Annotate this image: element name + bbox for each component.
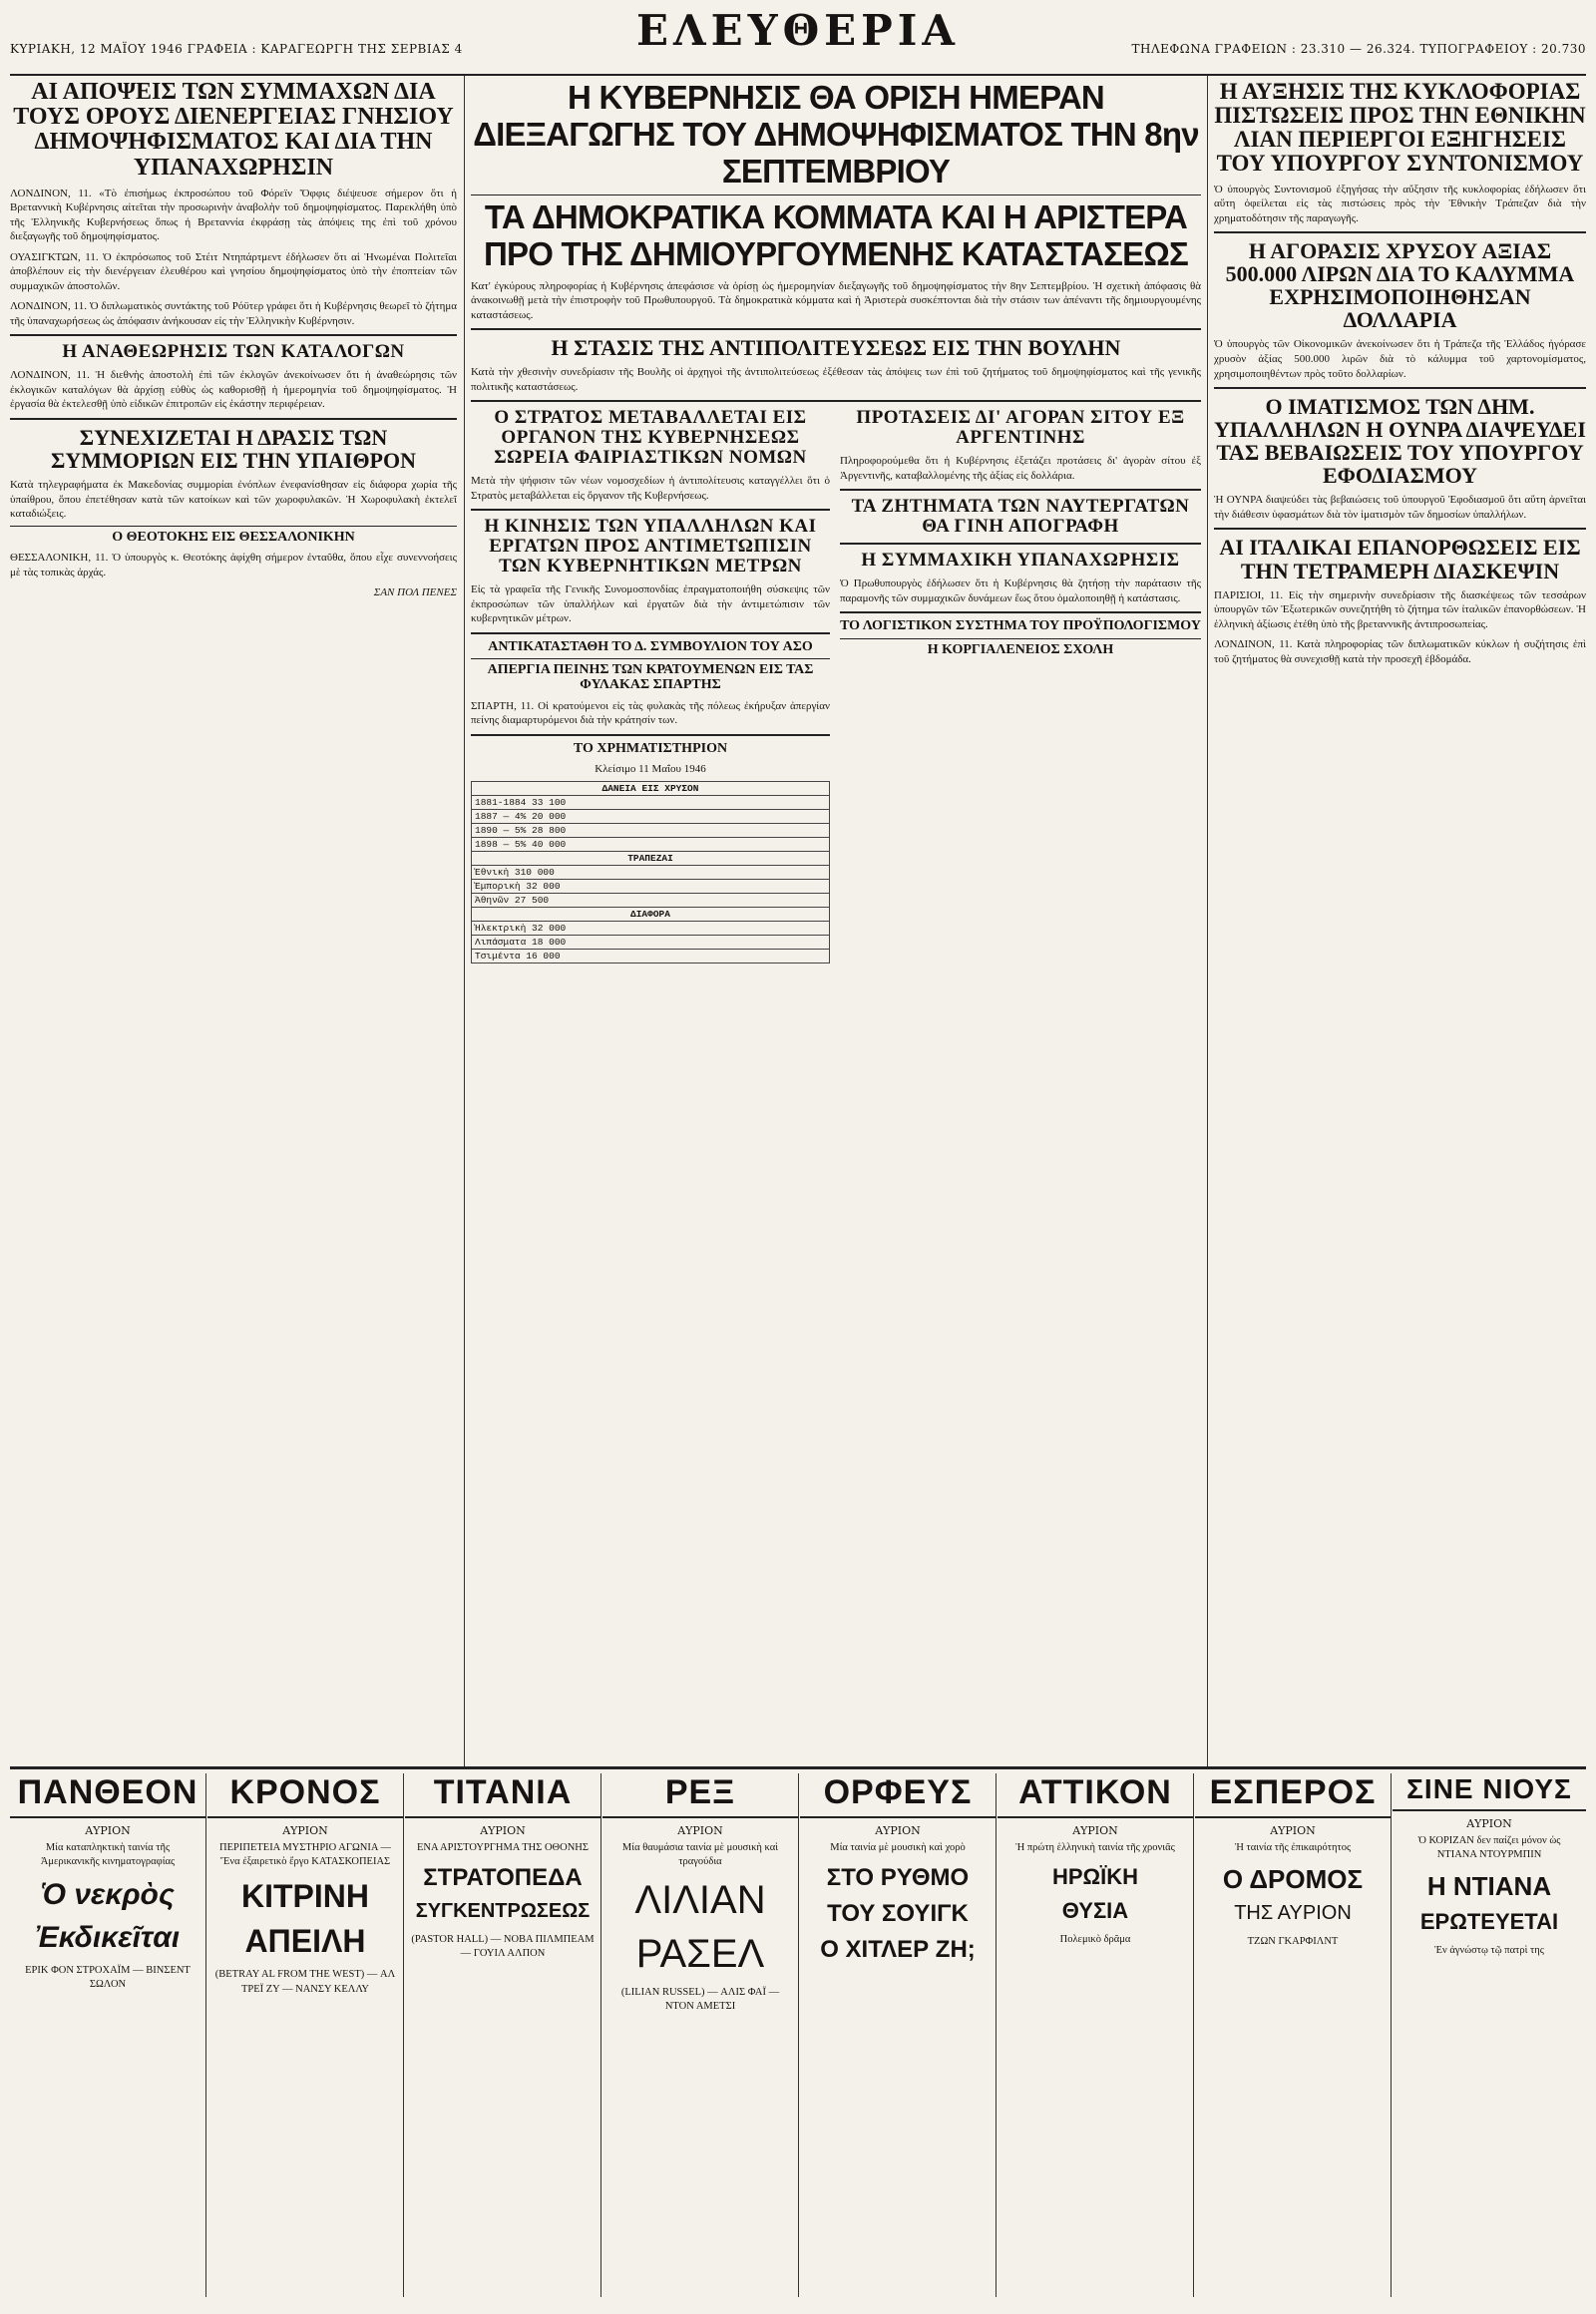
cinema-ad-kronos (207, 1773, 404, 2297)
headline-aso-board: ΑΝΤΙΚΑΤΑΣΤΑΘΗ ΤΟ Δ. ΣΥΜΒΟΥΛΙΟΝ ΤΟΥ ΑΣΟ (488, 638, 813, 654)
masthead-date-address: ΚΥΡΙΑΚΗ, 12 ΜΑΪΟΥ 1946 ΓΡΑΦΕΙΑ : ΚΑΡΑΓΕΩΡΓΗ ΤΗΣ ΣΕΡΒΙΑΣ 4 (10, 42, 463, 56)
article-allied-withdrawal: Ὁ Πρωθυπουργὸς ἐδήλωσεν ὅτι ἡ Κυβέρνησις θὰ ζητήσῃ τὴν παράτασιν τῆς παραμονῆς τῶν συμμαχικῶν δυνάμεων ἕως ὅτου ὁμαλοποιηθῇ ἡ κατάστασις. (840, 578, 1201, 604)
bourse-section-label: ΤΡΑΠΕΖΑΙ (472, 851, 830, 865)
film-title-line1: Ὁ νεκρὸς (41, 1878, 175, 1912)
bourse-row: 1898 — 5% 40 000 (472, 837, 830, 851)
headline-allied-withdrawal: Η ΣΥΜΜΑΧΙΚΗ ΥΠΑΝΑΧΩΡΗΣΙΣ (861, 550, 1180, 572)
bourse-row: 1881-1884 33 100 (472, 795, 830, 809)
cinema-tomorrow: ΑΥΡΙΟΝ (677, 1824, 723, 1837)
column-divider (464, 76, 465, 1766)
film-title-line2: ΣΥΓΚΕΝΤΡΩΣΕΩΣ (415, 1900, 591, 1923)
film-title-line1: Η ΝΤΙΑΝΑ (1426, 1871, 1552, 1902)
headline-lists-revision: Η ΑΝΑΘΕΩΡΗΣΙΣ ΤΩΝ ΚΑΤΑΛΟΓΩΝ (62, 341, 405, 363)
cinema-ad-cine-news (1393, 1773, 1586, 2297)
cinema-ad-attikon (998, 1773, 1194, 2297)
right-column (1214, 80, 1586, 1763)
article-gold-purchase: Ὁ ὑπουργὸς τῶν Οἰκονομικῶν ἀνεκοίνωσεν ὅτι ἡ Τράπεζα τῆς Ἑλλάδος ἠγόρασε χρυσὸν ἀξίας 500.000 λιρῶν διὰ τὸ κάλυμμα τοῦ χαρτονομίσματος, χρησιμοποιηθέντων πρὸς τοῦτο δολλαρίων. (1214, 338, 1586, 380)
cinema-tomorrow: ΑΥΡΙΟΝ (875, 1824, 921, 1837)
bourse-row: Ἠλεκτρικὴ 32 000 (472, 921, 830, 935)
film-title-line1: ΣΤΡΑΤΟΠΕΔΑ (423, 1864, 583, 1892)
cinema-name: ΚΡΟΝΟΣ (207, 1773, 403, 1818)
article-unrra: Ἡ ΟΥΝΡΑ διαψεύδει τὰς βεβαιώσεις τοῦ ὑπουργοῦ Ἐφοδιασμοῦ ὅτι αὕτη ἀρνεῖται τὴν διάθεσιν ὑφασμάτων διὰ τὸν ἱματισμὸν τῶν δημοσίων ὑπαλλήλων. (1214, 494, 1586, 521)
headline-bands-action: ΣΥΝΕΧΙΖΕΤΑΙ Η ΔΡΑΣΙΣ ΤΩΝ ΣΥΜΜΟΡΙΩΝ ΕΙΣ ΤΗΝ ΥΠΑΙΘΡΟΝ (51, 424, 416, 473)
film-cast: ΤΖΩΝ ΓΚΑΡΦΙΛΝΤ (1247, 1935, 1339, 1947)
column-divider (1207, 76, 1208, 1766)
film-title-line1: ΛΙΛΙΑΝ (634, 1878, 766, 1923)
masthead-phones: ΤΗΛΕΦΩΝΑ ΓΡΑΦΕΙΩΝ : 23.310 — 26.324. ΤΥΠΟΓΡΑΦΕΙΟΥ : 20.730 (1131, 42, 1586, 56)
cinema-ad-pantheon (10, 1773, 206, 2297)
film-second-feature: Ο ΧΙΤΛΕΡ ΖΗ; (820, 1935, 976, 1963)
film-title-line1: Ο ΔΡΟΜΟΣ (1222, 1864, 1364, 1895)
centre-column (471, 80, 1201, 1763)
headline-unrra: Ο ΙΜΑΤΙΣΜΟΣ ΤΩΝ ΔΗΜ. ΥΠΑΛΛΗΛΩΝ Η ΟΥΝΡΑ ΔΙΑΨΕΥΔΕΙ ΤΑΣ ΒΕΒΑΙΩΣΕΙΣ ΤΟΥ ΥΠΟΥΡΓΟΥ ΕΦΟΔΙΑΣΜΟΥ (1214, 394, 1586, 489)
main-headline-referendum: Η ΚΥΒΕΡΝΗΣΙΣ ΘΑ ΟΡΙΣΗ ΗΜΕΡΑΝ ΔΙΕΞΑΓΩΓΗΣ ΤΟΥ ΔΗΜΟΨΗΦΙΣΜΑΤΟΣ ΤΗΝ 8ην ΣΕΠΤΕΜΒΡΙΟΥ (473, 80, 1199, 190)
stock-exchange-table (471, 781, 830, 964)
bourse-row: 1887 — 4% 20 000 (472, 809, 830, 823)
cinema-tomorrow: ΑΥΡΙΟΝ (1466, 1817, 1512, 1830)
bourse-row: Τσιμέντα 16 000 (472, 949, 830, 963)
cinema-blurb: ΕΝΑ ΑΡΙΣΤΟΥΡΓΗΜΑ ΤΗΣ ΟΘΟΝΗΣ (417, 1842, 589, 1853)
cinema-blurb: Ἡ πρώτη ἑλληνικὴ ταινία τῆς χρονιᾶς (1015, 1842, 1175, 1853)
article-lists-revision: ΛΟΝΔΙΝΟΝ, 11. Ἡ διεθνὴς ἀποστολὴ ἐπὶ τῶν ἐκλογῶν ἀνεκοίνωσεν ὅτι ἡ ἀναθεώρησις τῶν ἐκλογικῶν καταλόγων θὰ ἀρχίσῃ εὐθὺς ὡς καθορισθῇ ἡ ἡμερομηνία τοῦ δημοψηφίσματος. Ἡ ἐργασία θὰ ἐκτελεσθῇ ὑπὸ εἰδικῶν ἐπιτροπῶν εἰς ἑκάστην περιφέρειαν. (10, 369, 457, 411)
cinema-blurb: ΠΕΡΙΠΕΤΕΙΑ ΜΥΣΤΗΡΙΟ ΑΓΩΝΙΑ — Ἕνα ἐξαιρετικὸ ἔργο ΚΑΤΑΣΚΟΠΕΙΑΣ (219, 1842, 391, 1868)
cinema-tomorrow: ΑΥΡΙΟΝ (85, 1824, 131, 1837)
headline-italian-reparations: ΑΙ ΙΤΑΛΙΚΑΙ ΕΠΑΝΟΡΘΩΣΕΙΣ ΕΙΣ ΤΗΝ ΤΕΤΡΑΜΕΡΗ ΔΙΑΣΚΕΨΙΝ (1219, 535, 1581, 583)
film-cast: (BETRAY AL FROM THE WEST) — ΑΛ ΤΡΕΪ ΖΥ — ΝΑΝΣΥ ΚΕΛΛΥ (214, 1969, 396, 1995)
article-referendum: Κατ' ἐγκύρους πληροφορίας ἡ Κυβέρνησις ἀπεφάσισε νὰ ὁρίσῃ ὡς ἡμερομηνίαν διεξαγωγῆς τοῦ δημοψηφίσματος τὴν 8ην Σεπτεμβρίου. Ἡ σχετικὴ ἀπόφασις θὰ ἀνακοινωθῇ μετὰ τὴν ἐπιστροφὴν τοῦ Πρωθυπουργοῦ. Τὰ δημοκρατικὰ κόμματα καὶ ἡ Ἀριστερὰ συσκέπτονται διὰ τὴν στάσιν των ἀπέναντι τῆς δημιουργουμένης καταστάσεως. (471, 279, 1201, 321)
article-opposition: Κατὰ τὴν χθεσινὴν συνεδρίασιν τῆς Βουλῆς οἱ ἀρχηγοὶ τῆς ἀντιπολιτεύσεως ἐξέθεσαν τὰς ἀπόψεις των ἐπὶ τοῦ ζητήματος τοῦ δημοψηφίσματος καὶ τῆς γενικῆς πολιτικῆς καταστάσεως. (471, 366, 1201, 393)
headline-allied-views: ΑΙ ΑΠΟΨΕΙΣ ΤΩΝ ΣΥΜΜΑΧΩΝ ΔΙΑ ΤΟΥΣ ΟΡΟΥΣ ΔΙΕΝΕΡΓΕΙΑΣ ΓΝΗΣΙΟΥ ΔΗΜΟΨΗΦΙΣΜΑΤΟΣ ΚΑΙ ΔΙΑ ΤΗΝ ΥΠΑΝΑΧΩΡΗΣΙΝ (13, 80, 454, 181)
cinema-ad-rex (602, 1773, 799, 2297)
article-washington: ΟΥΑΣΙΓΚΤΩΝ, 11. Ὁ ἐκπρόσωπος τοῦ Στέιτ Ντηπάρτμεντ ἐδήλωσεν ὅτι αἱ Ἡνωμέναι Πολιτεῖαι ἀποβλέπουν εἰς τὴν διενέργειαν ἐλευθέρου καὶ γνησίου δημοψηφίσματος ὑπὸ τὴν ἐποπτείαν τῶν συμμαχικῶν ἀποστολῶν. (10, 250, 457, 292)
cinema-blurb: Ὁ ΚΟΡΙΖΑΝ δεν παίζει μόνον ὡς ΝΤΙΑΝΑ ΝΤΟΥΡΜΠΙΝ (1417, 1835, 1561, 1861)
cinema-tomorrow: ΑΥΡΙΟΝ (282, 1824, 328, 1837)
headline-seamen: ΤΑ ΖΗΤΗΜΑΤΑ ΤΩΝ ΝΑΥΤΕΡΓΑΤΩΝ ΘΑ ΓΙΝΗ ΑΠΟΓΡΑΦΗ (851, 496, 1190, 538)
cinema-ads-strip (10, 1766, 1586, 2303)
masthead (10, 6, 1586, 76)
film-title-line2: ΘΥΣΙΑ (1061, 1897, 1129, 1923)
article-bands-action: Κατὰ τηλεγραφήματα ἐκ Μακεδονίας συμμορίαι ἐνόπλων ἐνεφανίσθησαν εἰς διάφορα χωρία τῆς ὑπαίθρου, ὅπου ἐπετέθησαν κατὰ τῶν κατοίκων καὶ τῶν χωροφυλακῶν. Ἡ Χωροφυλακὴ ἐκτελεῖ καταδιώξεις. (10, 479, 457, 521)
bourse-row: Ἐμπορικὴ 32 000 (472, 879, 830, 893)
cinema-name: ΟΡΦΕΥΣ (800, 1773, 996, 1818)
film-title-line1: ΣΤΟ ΡΥΘΜΟ (826, 1864, 970, 1892)
article-circulation: Ὁ ὑπουργὸς Συντονισμοῦ ἐξηγήσας τὴν αὔξησιν τῆς κυκλοφορίας ἐδήλωσεν ὅτι αὕτη ὀφείλεται εἰς τὰς πιστώσεις πρὸς τὴν Ἐθνικὴν Τράπεζαν διὰ τὴν χρηματοδότησιν τῆς παραγωγῆς. (1214, 183, 1586, 224)
film-title-line1: ΗΡΩΪΚΗ (1051, 1864, 1139, 1890)
article-hunger-strike: ΣΠΑΡΤΗ, 11. Οἱ κρατούμενοι εἰς τὰς φυλακὰς τῆς πόλεως ἐκήρυξαν ἀπεργίαν πείνης διαμαρτυρόμενοι διὰ τὴν κράτησίν των. (471, 699, 830, 727)
headline-korgialenios-school: Η ΚΟΡΓΙΑΛΕΝΕΙΟΣ ΣΧΟΛΗ (927, 641, 1114, 657)
article-italian-reparations: ΠΑΡΙΣΙΟΙ, 11. Εἰς τὴν σημερινὴν συνεδρίασιν τῆς διασκέψεως τῶν τεσσάρων ὑπουργῶν τῶν Ἐξωτερικῶν συνεζητήθη τὸ ζήτημα τῶν ἰταλικῶν ἐπανορθώσεων. Ἡ ἑλληνικὴ ἀξίωσις ἐτέθη ὑπὸ τῆς βρεταννικῆς ἀντιπροσωπείας. (1214, 588, 1586, 630)
cinema-ad-orfeus (800, 1773, 997, 2297)
headline-argentina-wheat: ΠΡΟΤΑΣΕΙΣ ΔΙ' ΑΓΟΡΑΝ ΣΙΤΟΥ ΕΞ ΑΡΓΕΝΤΙΝΗΣ (856, 407, 1185, 449)
centre-lower-grid (471, 408, 1201, 964)
bourse-row: Ἀθηνῶν 27 500 (472, 893, 830, 907)
film-title-line2: Ἐκδικεῖται (35, 1920, 181, 1954)
article-employees-movement: Εἰς τὰ γραφεῖα τῆς Γενικῆς Συνομοσπονδίας ἐπραγματοποιήθη σύσκεψις τῶν ἐκπροσώπων τῶν ὑπαλλήλων καὶ ἐργατῶν διὰ τὴν ἀντιμετώπισιν τῶν κυβερνητικῶν μέτρων. (471, 583, 830, 625)
bourse-row: 1890 — 5% 28 800 (472, 823, 830, 837)
film-title-line2: ΕΡΩΤΕΥΕΤΑΙ (1419, 1909, 1559, 1935)
article-london: ΛΟΝΔΙΝΟΝ, 11. Ὁ διπλωματικὸς συντάκτης τοῦ Ρόϋτερ γράφει ὅτι ἡ Κυβέρνησις θεωρεῖ τὸ ζήτημα τῆς ὑπαναχωρήσεως ὡς ἀπόφασιν ἀνήκουσαν εἰς τὴν Ἑλληνικὴν Κυβέρνησιν. (10, 300, 457, 327)
headline-theotokis: Ο ΘΕΟΤΟΚΗΣ ΕΙΣ ΘΕΣΣΑΛΟΝΙΚΗΝ (112, 529, 355, 545)
cinema-tomorrow: ΑΥΡΙΟΝ (480, 1824, 526, 1837)
article-theotokis: ΘΕΣΣΑΛΟΝΙΚΗ, 11. Ὁ ὑπουργὸς κ. Θεοτόκης ἀφίχθη σήμερον ἐνταῦθα, ὅπου εἶχε συνεννοήσεις μὲ τὰς τοπικὰς ἀρχάς. (10, 552, 457, 578)
cinema-name: ΑΤΤΙΚΟΝ (998, 1773, 1193, 1818)
film-cast: Ἐν ἀγνώστῳ τῷ πατρὶ της (1434, 1945, 1544, 1957)
headline-circulation: Η ΑΥΞΗΣΙΣ ΤΗΣ ΚΥΚΛΟΦΟΡΙΑΣ ΠΙΣΤΩΣΕΙΣ ΠΡΟΣ ΤΗΝ ΕΘΝΙΚΗΝ ΛΙΑΝ ΠΕΡΙΕΡΓΟΙ ΕΞΗΓΗΣΕΙΣ ΤΟΥ ΥΠΟΥΡΓΟΥ ΣΥΝΤΟΝΙΣΜΟΥ (1214, 80, 1586, 177)
article-argentina-wheat: Πληροφορούμεθα ὅτι ἡ Κυβέρνησις ἐξετάζει προτάσεις δι' ἀγορὰν σίτου ἐξ Ἀργεντινῆς, καταβαλλομένης τῆς ἀξίας εἰς δολλάρια. (840, 455, 1201, 482)
cinema-name: ΡΕΞ (602, 1773, 798, 1818)
cinema-name: ΕΣΠΕΡΟΣ (1195, 1773, 1391, 1818)
cinema-name: ΠΑΝΘΕΟΝ (10, 1773, 205, 1818)
headline-army: Ο ΣΤΡΑΤΟΣ ΜΕΤΑΒΑΛΛΕΤΑΙ ΕΙΣ ΟΡΓΑΝΟΝ ΤΗΣ ΚΥΒΕΡΝΗΣΕΩΣ ΣΩΡΕΙΑ ΦΑΙΡΙΑΣΤΙΚΩΝ ΝΟΜΩΝ (494, 407, 807, 469)
bourse-section-label: ΔΑΝΕΙΑ ΕΙΣ ΧΡΥΣΟΝ (472, 781, 830, 795)
sub-headline-democratic-parties: ΤΑ ΔΗΜΟΚΡΑΤΙΚΑ ΚΟΜΜΑΤΑ ΚΑΙ Η ΑΡΙΣΤΕΡΑ ΠΡΟ ΤΗΣ ΔΗΜΙΟΥΡΓΟΥΜΕΝΗΣ ΚΑΤΑΣΤΑΣΕΩΣ (483, 197, 1188, 272)
cinema-tomorrow: ΑΥΡΙΟΝ (1270, 1824, 1316, 1837)
film-title-line1: ΚΙΤΡΙΝΗ (241, 1878, 369, 1915)
headline-employees-movement: Η ΚΙΝΗΣΙΣ ΤΩΝ ΥΠΑΛΛΗΛΩΝ ΚΑΙ ΕΡΓΑΤΩΝ ΠΡΟΣ ΑΝΤΙΜΕΤΩΠΙΣΙΝ ΤΩΝ ΚΥΒΕΡΝΗΤΙΚΩΝ ΜΕΤΡΩΝ (484, 516, 817, 578)
left-column (10, 80, 457, 1763)
headline-budget-system: ΤΟ ΛΟΓΙΣΤΙΚΟΝ ΣΥΣΤΗΜΑ ΤΟΥ ΠΡΟΫΠΟΛΟΓΙΣΜΟΥ (840, 618, 1201, 634)
film-title-line2: ΤΗΣ ΑΥΡΙΟΝ (1234, 1902, 1352, 1925)
cinema-name: ΤΙΤΑΝΙΑ (405, 1773, 600, 1818)
cinema-blurb: Ἡ ταινία τῆς ἐπικαιρότητος (1234, 1842, 1352, 1853)
film-cast: (LILIAN RUSSEL) — ΑΛΙΣ ΦΑΪ — ΝΤΟΝ ΑΜΕΤΣΙ (620, 1986, 780, 2012)
headline-stock-exchange: ΤΟ ΧΡΗΜΑΤΙΣΤΗΡΙΟΝ (573, 740, 728, 756)
cinema-ad-titania (405, 1773, 601, 2297)
cinema-ad-esperos (1195, 1773, 1392, 2297)
cinema-blurb: Μία θαυμάσια ταινία μὲ μουσικὴ καὶ τραγούδια (621, 1842, 779, 1868)
headline-hunger-strike: ΑΠΕΡΓΙΑ ΠΕΙΝΗΣ ΤΩΝ ΚΡΑΤΟΥΜΕΝΩΝ ΕΙΣ ΤΑΣ ΦΥΛΑΚΑΣ ΣΠΑΡΤΗΣ (487, 662, 814, 693)
cinema-tomorrow: ΑΥΡΙΟΝ (1072, 1824, 1118, 1837)
newspaper-page (10, 6, 1586, 2300)
article-signature: ΣΑΝ ΠΟΛ ΠΕΝΕΣ (373, 586, 457, 599)
cinema-blurb: Μία καταπληκτικὴ ταινία τῆς Ἀμερικανικῆς κινηματογραφίας (40, 1842, 176, 1868)
cinema-blurb: Μία ταινία μὲ μουσικὴ καὶ χορὸ (830, 1842, 966, 1853)
centre-lower-right (840, 408, 1201, 964)
centre-lower-left (471, 408, 830, 964)
bourse-row: Λιπάσματα 18 000 (472, 935, 830, 949)
headline-opposition: Η ΣΤΑΣΙΣ ΤΗΣ ΑΝΤΙΠΟΛΙΤΕΥΣΕΩΣ ΕΙΣ ΤΗΝ ΒΟΥΛΗΝ (551, 335, 1121, 361)
film-title-line2: ΤΟΥ ΣΟΥΙΓΚ (827, 1900, 969, 1928)
film-title-line2: ΡΑΣΕΛ (635, 1931, 765, 1976)
film-title-line2: ΑΠΕΙΛΗ (244, 1922, 366, 1959)
newspaper-title: ΕΛΕΥΘΕΡΙΑ (635, 6, 960, 55)
bourse-section-label: ΔΙΑΦΟΡΑ (472, 907, 830, 921)
film-cast: ΕΡΙΚ ΦΟΝ ΣΤΡΟΧΑΪΜ — ΒΙΝΣΕΝΤ ΣΩΛΟΝ (25, 1965, 191, 1991)
film-cast: Πολεμικὸ δρᾶμα (1059, 1933, 1131, 1945)
stock-exchange-date: Κλείσιμο 11 Μαΐου 1946 (595, 763, 706, 776)
article-london-reparations: ΛΟΝΔΙΝΟΝ, 11. Κατὰ πληροφορίας τῶν διπλωματικῶν κύκλων ἡ συζήτησις ἐπὶ τοῦ ζητήματος θὰ συνεχισθῇ κατὰ τὴν προσεχῆ ἑβδομάδα. (1214, 638, 1586, 665)
cinema-name: ΣΙΝΕ ΝΙΟΥΣ (1393, 1773, 1586, 1811)
bourse-row: Ἐθνικὴ 310 000 (472, 865, 830, 879)
article-army: Μετὰ τὴν ψήφισιν τῶν νέων νομοσχεδίων ἡ ἀντιπολίτευσις καταγγέλλει ὅτι ὁ Στρατὸς μεταβάλλεται εἰς ὄργανον τῆς Κυβερνήσεως. (471, 475, 830, 502)
headline-gold-purchase: Η ΑΓΟΡΑΣΙΣ ΧΡΥΣΟΥ ΑΞΙΑΣ 500.000 ΛΙΡΩΝ ΔΙΑ ΤΟ ΚΑΛΥΜΜΑ ΕΧΡΗΣΙΜΟΠΟΙΗΘΗΣΑΝ ΔΟΛΛΑΡΙΑ (1225, 238, 1575, 333)
article-allied-views: ΛΟΝΔΙΝΟΝ, 11. «Τὸ ἐπισήμως ἐκπροσώπου τοῦ Φόρεϊν Ὄφφις διέψευσε σήμερον ὅτι ἡ Βρεταννικὴ Κυβέρνησις αἰτεῖται τὴν προσωρινὴν ἀναβολὴν τοῦ δημοψηφίσματος. Παρεκλήθη ὑπὸ τῆς Ἑλληνικῆς Κυβερνήσεως ὅπως ἡ Βρεταννία ἐκφράσῃ τὰς ἀπόψεις της ἐπὶ τοῦ χρόνου διεξαγωγῆς τοῦ δημοψηφίσματος. (10, 187, 457, 243)
film-cast: (PASTOR HALL) — ΝΟΒΑ ΠΙΛΜΠΕΑΜ — ΓΟΥΙΛ ΑΛΠΟΝ (411, 1933, 595, 1959)
